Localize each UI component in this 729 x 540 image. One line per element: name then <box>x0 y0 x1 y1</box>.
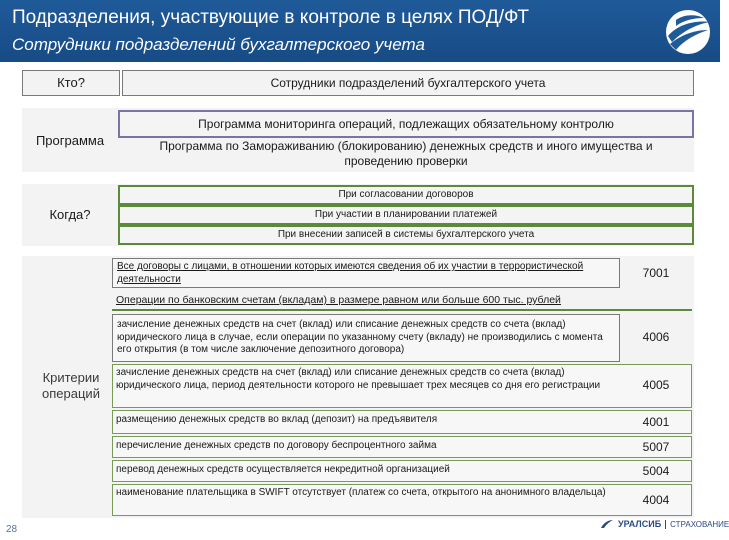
bank-ops-text: Операции по банковским счетам (вкладам) в размере равном или больше 600 тыс. рублей <box>116 294 561 306</box>
slide-header <box>0 0 720 62</box>
criteria-row-2-text: зачисление денежных средств на счет (вклад) или списание денежных средств со счета (вклад) юридического лица, период деятельности которого не превышает трех месяцев со дня его регистрации <box>116 367 601 391</box>
when-item-3: При внесении записей в системы бухгалтерского учета <box>277 228 535 240</box>
brand-sub: СТРАХОВАНИЕ <box>665 520 729 529</box>
when-label: Когда? <box>49 206 91 222</box>
criteria-row-2-box <box>112 364 692 408</box>
when-item-1: При согласовании договоров <box>338 188 474 200</box>
slide-title: Подразделения, участвующие в контроле в целях ПОД/ФТ <box>12 7 530 28</box>
brand-footer <box>600 519 729 529</box>
criteria-row-1-box <box>112 314 620 362</box>
bank-ops-box <box>112 291 692 311</box>
criteria-row-5-code: 5004 <box>642 464 670 478</box>
criteria-row-5-text: перевод денежных средств осуществляется некредитной организацией <box>116 464 450 475</box>
program-item-1-box <box>118 110 694 138</box>
globe-swoosh-logo-icon <box>662 6 714 58</box>
criteria-top-text: Все договоры с лицами, в отношении которых имеются сведения об их участии в террористической деятельности <box>117 261 584 285</box>
criteria-row-4-code: 5007 <box>642 440 670 454</box>
who-value-box <box>122 70 694 96</box>
when-item-2-box <box>118 205 694 225</box>
when-item-3-box <box>118 225 694 245</box>
brand-wing-icon <box>600 519 614 529</box>
criteria-row-4-text: перечисление денежных средств по договору беспроцентного займа <box>116 440 437 451</box>
criteria-row-5-box <box>112 460 692 482</box>
criteria-top-code: 7001 <box>642 266 670 280</box>
criteria-row-3-box <box>112 410 692 434</box>
page-number: 28 <box>6 524 18 535</box>
when-item-1-box <box>118 185 694 205</box>
criteria-row-4-box <box>112 436 692 458</box>
criteria-row-1-text: зачисление денежных средств на счет (вклад) или списание денежных средств со счета (вклад) юридического лица в случае, если операции по указанному счету (вкладу) не производились с момента его открытия (в том числе заключение депозитного договора) <box>117 319 603 355</box>
criteria-row-6-code: 4004 <box>642 493 670 507</box>
criteria-row-2-code: 4005 <box>642 378 670 392</box>
slide-subtitle: Сотрудники подразделений бухгалтерского учета <box>12 35 425 54</box>
program-item-1: Программа мониторинга операций, подлежащих обязательному контролю <box>198 116 614 131</box>
criteria-top-box <box>112 258 620 288</box>
criteria-row-6-box <box>112 484 692 516</box>
program-label: Программа <box>35 132 105 148</box>
who-value: Сотрудники подразделений бухгалтерского учета <box>270 75 546 90</box>
criteria-row-3-text: размещению денежных средств во вклад (депозит) на предъявителя <box>116 414 438 425</box>
program-item-2: Программа по Замораживанию (блокированию) денежных средств и иного имущества и проведению проверки <box>159 139 653 168</box>
when-item-2: При участии в планировании платежей <box>314 208 498 220</box>
criteria-row-6-text: наименование плательщика в SWIFT отсутствует (платеж со счета, открытого на анонимного владельца) <box>116 487 606 498</box>
criteria-row-1-code: 4006 <box>642 330 670 344</box>
criteria-label: Критерии операций <box>42 369 100 401</box>
criteria-row-3-code: 4001 <box>642 415 670 429</box>
who-label: Кто? <box>57 74 85 90</box>
brand-name: УРАЛСИБ <box>618 519 662 529</box>
who-label-box <box>22 70 120 96</box>
